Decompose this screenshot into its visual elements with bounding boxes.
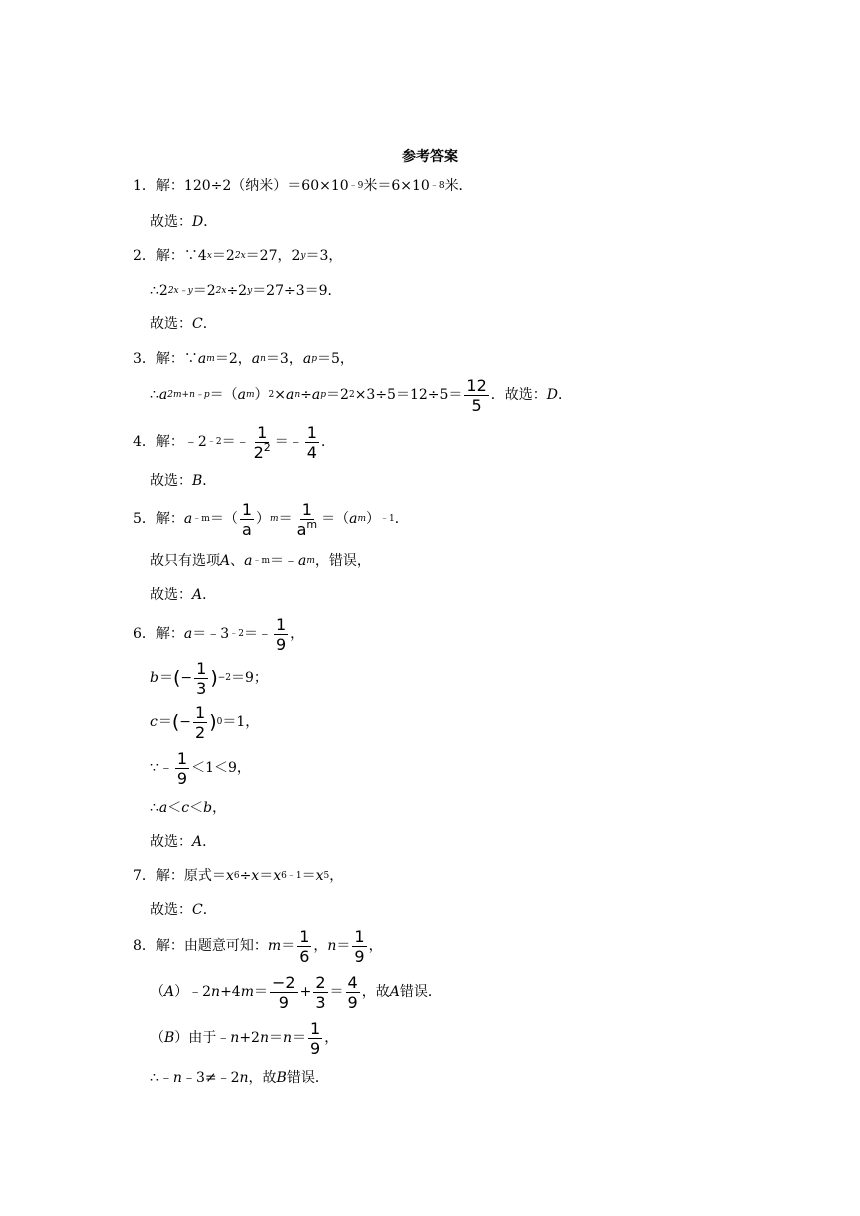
fraction: $\frac{1}{a}$	[241, 499, 253, 539]
answer-5-step: 故只有选项 A 、 a ﹣m ＝﹣ a m ，错误，	[150, 553, 371, 569]
fraction: $\frac{1}{2}$	[195, 702, 206, 742]
answer-1-choice: 故选： D ．	[150, 214, 218, 230]
answer-8-option-b: （ B ）由于﹣ n +2 n ＝ n ＝ $\frac{1}{9}$ ，	[150, 1018, 339, 1058]
fraction: $\frac{1}{a^m}$	[296, 499, 318, 539]
answer-7: 7． 解：原式＝ x 6 ÷ x ＝ x 6﹣1 ＝ x 5 ，	[133, 868, 344, 884]
fraction: $\frac{1}{9}$	[354, 926, 365, 966]
fraction: $\frac{2}{3}$	[315, 972, 326, 1012]
answer-2: 2． 解：∵4 x ＝2 2x ＝27，2 y ＝3，	[133, 248, 343, 264]
fraction: $\frac{1}{2^2}$	[253, 422, 271, 462]
fraction: $\frac{-2}{9}$	[272, 972, 296, 1012]
answer-4: 4． 解：﹣2 ﹣2 ＝﹣ $\frac{1}{2^2}$ ＝﹣ $\frac{1}{4}$ ．	[133, 422, 335, 462]
answer-3: 3． 解：∵ a m ＝2， a n ＝3， a p ＝5，	[133, 351, 354, 367]
answer-6: 6． 解： a ＝﹣3 ﹣2 ＝﹣ $\frac{1}{9}$ ，	[133, 614, 305, 654]
answer-1: 1． 解：120÷2（纳米）＝60×10 ﹣9 米＝6×10 ﹣8 米．	[133, 178, 473, 194]
fraction: $\frac{4}{9}$	[347, 972, 358, 1012]
answer-3-step: ∴ a 2m+n﹣p ＝（ a m ） 2 × a n ÷ a p ＝2 2 ×3÷5＝12÷5＝ $\frac{12}{5}$ ．故选： D ．	[150, 375, 573, 415]
answer-8-conclusion: ∴﹣ n ﹣3≠﹣2 n ，故 B 错误．	[150, 1070, 329, 1086]
page-title: 参考答案	[402, 149, 458, 165]
fraction: $\frac{1}{3}$	[196, 658, 207, 698]
answer-8-option-a: （ A ）﹣2 n +4 m ＝ $\frac{-2}{9}$ + $\frac{2}{3}$ ＝ $\frac{4}{9}$ ，故 A 错误．	[150, 972, 442, 1012]
fraction: $\frac{1}{6}$	[299, 926, 310, 966]
answer-6-choice: 故选： A ．	[150, 834, 217, 850]
answer-5-choice: 故选： A ．	[150, 587, 217, 603]
fraction: $\frac{1}{9}$	[310, 1018, 321, 1058]
answer-7-choice: 故选： C ．	[150, 902, 217, 918]
answer-6-compare: ∵﹣ $\frac{1}{9}$ ＜1＜9，	[150, 748, 251, 788]
fraction: $\frac{12}{5}$	[466, 375, 487, 415]
answer-6-b: b ＝ ( − $\frac{1}{3}$ ) −2 ＝9；	[150, 658, 268, 698]
fraction: $\frac{1}{9}$	[275, 614, 287, 654]
answer-5: 5． 解： a ﹣m ＝（ $\frac{1}{a}$ ） m ＝ $\frac{1}{a^m}$ ＝（ a m ） ﹣1 ．	[133, 499, 409, 539]
answer-2-choice: 故选： C ．	[150, 316, 217, 332]
answer-2-step: ∴2 2x﹣y ＝2 2x ÷2 y ＝27÷3＝9．	[150, 283, 342, 299]
answer-4-choice: 故选： B ．	[150, 473, 217, 489]
answer-6-c: c ＝ ( − $\frac{1}{2}$ ) 0 ＝1，	[150, 702, 260, 742]
fraction: $\frac{1}{9}$	[176, 748, 188, 788]
fraction: $\frac{1}{4}$	[306, 422, 317, 462]
answer-8: 8． 解：由题意可知： m ＝ $\frac{1}{6}$ ， n ＝ $\frac{1}{9}$ ，	[133, 926, 383, 966]
answer-6-conclusion: ∴ a ＜ c ＜ b ，	[150, 800, 227, 816]
